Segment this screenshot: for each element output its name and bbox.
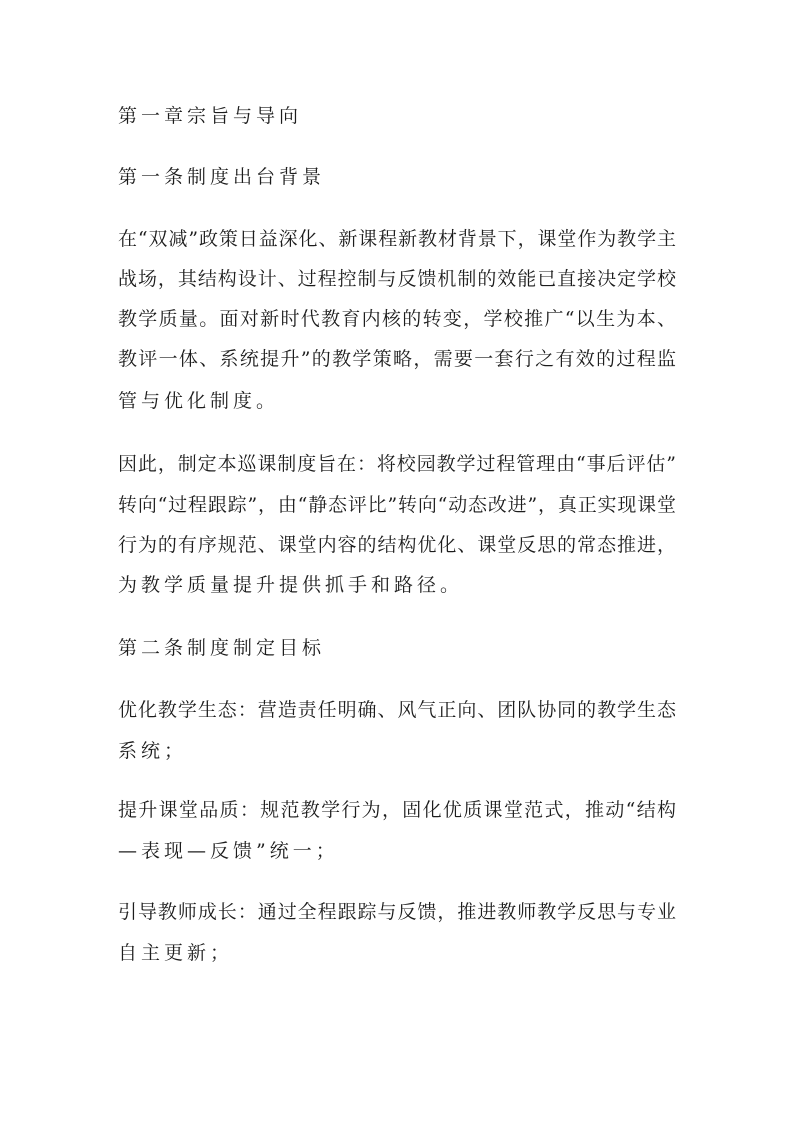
paragraph-line: 在“双减”政策日益深化、新课程新教材背景下，课堂作为教学主 — [118, 228, 676, 250]
paragraph-line: 行为的有序规范、课堂内容的结构优化、课堂反思的常态推进， — [118, 534, 676, 556]
paragraph-line: 管与优化制度。 — [118, 390, 280, 412]
paragraph-line: 教学质量。面对新时代教育内核的转变，学校推广“以生为本、 — [118, 308, 676, 330]
paragraph-line: 教评一体、系统提升”的教学策略，需要一套行之有效的过程监 — [118, 348, 676, 370]
chapter-heading: 第一章宗旨与导向 — [118, 105, 303, 127]
paragraph-line: 因此，制定本巡课制度旨在：将校园教学过程管理由“事后评估” — [118, 453, 676, 475]
paragraph-line: 战场，其结构设计、过程控制与反馈机制的效能已直接决定学校 — [118, 268, 676, 290]
paragraph-line: 为教学质量提升提供抓手和路径。 — [118, 574, 464, 596]
section-heading-2: 第二条制度制定目标 — [118, 637, 326, 659]
paragraph-line: —表现—反馈”统一； — [118, 840, 339, 862]
paragraph-line: 转向“过程跟踪”，由“静态评比”转向“动态改进”，真正实现课堂 — [118, 494, 676, 516]
paragraph-line: 优化教学生态：营造责任明确、风气正向、团队协同的教学生态 — [118, 699, 676, 721]
paragraph-line: 提升课堂品质：规范教学行为，固化优质课堂范式，推动“结构 — [118, 799, 676, 821]
paragraph-line: 自主更新； — [118, 942, 234, 964]
paragraph-line: 引导教师成长：通过全程跟踪与反馈，推进教师教学反思与专业 — [118, 901, 676, 923]
paragraph-line: 系统； — [118, 740, 188, 762]
section-heading-1: 第一条制度出台背景 — [118, 166, 326, 188]
